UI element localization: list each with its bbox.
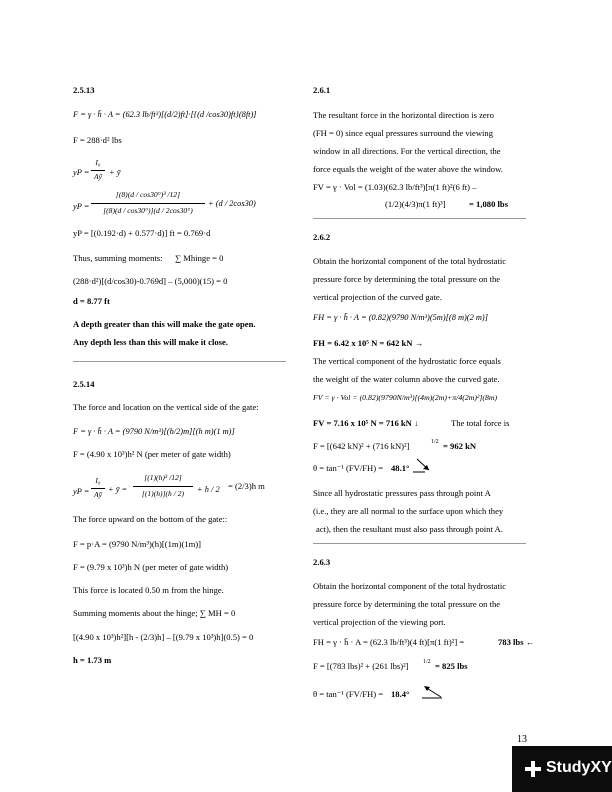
fh-result: FH = 6.42 x 10⁵ N = 642 kN →: [313, 338, 424, 348]
section-divider: [73, 361, 286, 362]
force-result: F = 288·d² lbs: [73, 135, 122, 145]
equation-fv: FV = γ · Vol = (1.03)(62.3 lb/ft³)[π(1 ft)²(6 ft) –: [313, 182, 477, 192]
logo-text: StudyXY: [546, 759, 612, 776]
equation-fh: FH = γ · h̄ · A = (0.82)(9790 N/m³)(5m)[(8 m)(2 m)]: [313, 313, 488, 322]
paragraph-line: (FH = 0) since equal pressures surround the viewing: [313, 128, 494, 138]
section-heading-2-6-2: 2.6.2: [313, 232, 331, 242]
conclusion-line-1: A depth greater than this will make the gate open.: [73, 319, 256, 329]
fv-result: FV = 7.16 x 10⁵ N = 716 kN ↓: [313, 418, 419, 428]
yp-mid: + ȳ =: [108, 485, 128, 494]
paragraph-line: act), then the resultant must also pass through point A.: [316, 524, 503, 534]
paragraph-line: The vertical component of the hydrostatic force equals: [313, 356, 501, 366]
section-heading-2-5-13: 2.5.13: [73, 85, 95, 95]
paragraph-line: vertical projection of the viewing port.: [313, 617, 446, 627]
yp-denominator: Aȳ: [93, 172, 102, 181]
paragraph-line: Obtain the horizontal component of the total hydrostatic: [313, 581, 507, 591]
equation-force: F = γ · h̄ · A = (62.3 lb/ft³)[(d/2)ft]·[{(d /cos30)ft}(8ft)]: [73, 110, 257, 119]
exponent: 1/2: [423, 659, 431, 665]
yp-numerator-2: [(1)(h)³ /12]: [144, 473, 182, 482]
theta-expression: θ = tan⁻¹ (FV/FH) =: [313, 463, 384, 473]
conclusion-line-2: Any depth less than this will make it close.: [73, 337, 228, 347]
yp2-denominator: [(8)(d / cos30°)](d / 2cos30°): [103, 206, 193, 215]
upward-result: F = (9.79 x 10³)h N (per meter of gate width): [73, 562, 229, 572]
equation-force-vertical: F = γ · h̄ · A = (9790 N/m³)[(h/2)m][(h m)(1 m)]: [73, 427, 235, 436]
yp-plus-ybar: + ȳ: [109, 168, 121, 177]
location-text: This force is located 0.50 m from the hinge.: [73, 585, 224, 595]
total-force-result: = 962 kN: [443, 441, 477, 451]
fraction-bar: [91, 488, 105, 489]
intro-text: The force and location on the vertical side of the gate:: [73, 402, 259, 412]
yp-result: = (2/3)h m: [228, 481, 265, 491]
section-heading-2-6-1: 2.6.1: [313, 85, 331, 95]
upward-text: The force upward on the bottom of the gate::: [73, 514, 228, 524]
upward-equation: F = p·A = (9790 N/m³)(h)[(1m)(1m)]: [73, 539, 202, 549]
yp2-plus: + (d / 2cos30): [208, 199, 256, 208]
fv-result: = 1,080 lbs: [469, 199, 509, 209]
paragraph-line: pressure force by determining the total pressure on the: [313, 274, 501, 284]
equation-fv-continued: (1/2)(4/3)π(1 ft)³]: [385, 199, 446, 209]
moments-text: Summing moments about the hinge; ∑ MH = 0: [73, 608, 236, 618]
paragraph-line: The resultant force in the horizontal direction is zero: [313, 110, 494, 120]
fraction-bar: [133, 486, 193, 487]
fraction-bar: [91, 170, 105, 171]
fraction-bar: [91, 203, 205, 204]
section-divider: [313, 543, 526, 544]
theta-result: 48.1°: [391, 463, 410, 473]
fh-expression: FH = γ · h̄ · A = (62.3 lb/ft³)(4 ft)[π(1 ft)²] =: [313, 637, 465, 647]
theta-expression: θ = tan⁻¹ (FV/FH) =: [313, 689, 384, 699]
moment-equation-vertical: [(4.90 x 10³)h²][h - (2/3)h] – [(9.79 x 10³)h](0.5) = 0: [73, 632, 254, 642]
paragraph-line: window in all directions. For the vertical direction, the: [313, 146, 501, 156]
total-force-expression: F = [(642 kN)² + (716 kN)²]: [313, 441, 410, 451]
yp2-lhs: yP =: [73, 202, 90, 211]
yp-denominator-2: [(1)(h)](h / 2): [141, 489, 185, 498]
paragraph-line: Obtain the horizontal component of the total hydrostatic: [313, 256, 507, 266]
force-direction-arrow-icon: [411, 458, 435, 476]
paragraph-line: (i.e., they are all normal to the surface upon which they: [313, 506, 504, 516]
total-force-label: The total force is: [451, 418, 510, 428]
force-result-vertical: F = (4.90 x 10³)h² N (per meter of gate width): [73, 449, 231, 459]
yp-plus: + h / 2: [197, 485, 220, 494]
yp-lhs: yP =: [73, 168, 90, 177]
theta-result: 18.4°: [391, 689, 410, 699]
paragraph-line: vertical projection of the curved gate.: [313, 292, 442, 302]
section-divider: [313, 218, 526, 219]
paragraph-line: force equals the weight of the water above the window.: [313, 164, 503, 174]
yp-denominator: Aȳ: [93, 490, 102, 499]
yp-numerator: I₀: [95, 476, 101, 485]
answer-d: d = 8.77 ft: [73, 296, 110, 306]
page-number: 13: [517, 734, 527, 745]
studyxy-logo: [512, 746, 612, 792]
paragraph-line: Since all hydrostatic pressures pass through point A: [313, 488, 491, 498]
yp-numerator: I₀: [95, 158, 101, 167]
moments-equation: ∑ Mhinge = 0: [175, 253, 224, 263]
total-force-result: = 825 lbs: [435, 661, 468, 671]
section-heading-2-5-14: 2.5.14: [73, 379, 95, 389]
total-force-expression: F = [(783 lbs)² + (261 lbs)²]: [313, 661, 409, 671]
section-heading-2-6-3: 2.6.3: [313, 557, 331, 567]
plus-icon: [524, 760, 542, 778]
yp-lhs: yP =: [73, 487, 90, 496]
fh-result: 783 lbs ←: [498, 637, 535, 647]
moment-equation: (288·d²)[(d/cos30)-0.769d] – (5,000)(15) = 0: [73, 276, 228, 286]
paragraph-line: pressure force by determining the total pressure on the: [313, 599, 501, 609]
exponent: 1/2: [431, 439, 439, 445]
answer-h: h = 1.73 m: [73, 655, 112, 665]
paragraph-line: the weight of the water column above the curved gate.: [313, 374, 500, 384]
moments-label: Thus, summing moments:: [73, 253, 163, 263]
force-direction-arrow-icon: [419, 684, 445, 702]
yp2-numerator: [(8)(d / cos30°)³ /12]: [115, 190, 181, 199]
yp-value: yP = [(0.192·d) + 0.577·d)] ft = 0.769·d: [73, 228, 211, 238]
equation-fv: FV = γ · Vol = (0.82)(9790N/m³)[(4m)(2m)+π/4(2m)²](8m): [313, 393, 498, 402]
